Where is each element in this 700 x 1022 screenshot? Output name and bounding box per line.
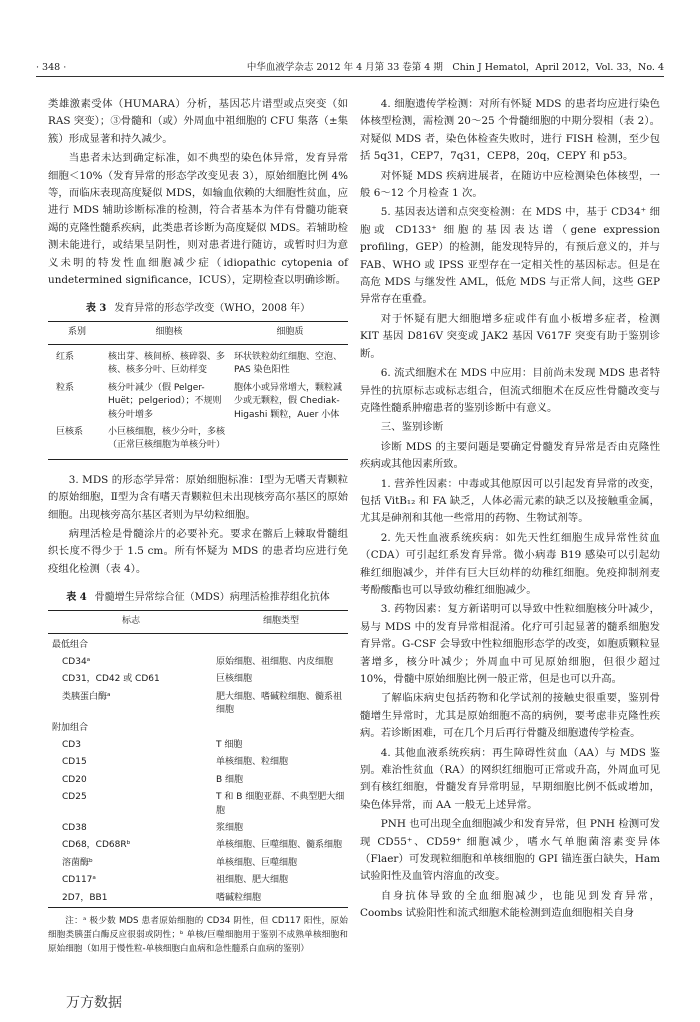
table3-cell-nucleus: 核分叶减少（假 Pelger-Huët；pelgeriod）；不规则核分叶增多 bbox=[108, 382, 222, 420]
table3-header: 细胞质 bbox=[232, 322, 348, 344]
table4-cell-marker: CD34ᵃ bbox=[62, 656, 91, 667]
table4-category: 附加组合 bbox=[52, 722, 89, 733]
table4-cell-marker: CD3 bbox=[62, 740, 81, 750]
table4-cell-marker: 类胰蛋白酶ᵃ bbox=[62, 691, 111, 702]
table4-cell-marker: CD117ᵃ bbox=[62, 875, 96, 886]
table-row bbox=[48, 633, 348, 654]
table4-cell-celltype: B 细胞 bbox=[216, 774, 244, 785]
table-row bbox=[48, 689, 348, 720]
table4-number: 表 4 bbox=[66, 592, 87, 604]
table-row bbox=[48, 380, 348, 424]
table-row bbox=[48, 754, 348, 771]
table4-cell-celltype: 巨核细胞 bbox=[216, 674, 253, 685]
table4-title: 骨髓增生异常综合征（MDS）病理活检推荐组化抗体 bbox=[94, 592, 330, 604]
table-row bbox=[48, 344, 348, 379]
table-row bbox=[48, 720, 348, 737]
table3 bbox=[48, 321, 348, 459]
table3-header: 细胞核 bbox=[106, 322, 232, 344]
paragraph: 5. 基因表达谱和点突变检测：在 MDS 中，基于 CD34⁺ 细胞或 CD133⁺ 细胞的基因表达谱（gene expression profiling，GEP）的检测，能发现特异的，有预后意义的，并与 FAB、WHO 或 IPSS 亚型存在一定相关性的基因标志。但是在高危 MDS 与继发性 AML，低危 MDS 与正常人间，这些 GEP 异常存在重叠。 bbox=[360, 206, 660, 306]
table3-caption bbox=[48, 301, 348, 317]
table3-cell-lineage: 红系 bbox=[56, 351, 75, 362]
table-row bbox=[48, 424, 348, 459]
table4-cell-celltype: 原始细胞、祖细胞、内皮细胞 bbox=[216, 656, 334, 667]
paragraph: 自身抗体导致的全血细胞减少，也能见到发育异常，Coombs 试验阳性和流式细胞术能检测到造血细胞相关自身 bbox=[360, 889, 660, 920]
paragraph: 对怀疑 MDS 疾病进展者，在随访中应检测染色体核型，一般 6～12 个月检查 1 次。 bbox=[360, 169, 660, 200]
table4-body bbox=[48, 633, 348, 908]
table3-cell-lineage: 粒系 bbox=[56, 382, 75, 393]
table3-title: 发育异常的形态学改变（WHO，2008 年） bbox=[114, 303, 311, 315]
journal-info: 中华血液学杂志 2012 年 4 月第 33 卷第 4 期 Chin J Hematol，April 2012，Vol. 33，No. 4 bbox=[246, 62, 664, 73]
paragraph: 诊断 MDS 的主要问题是要确定骨髓发育异常是否由克隆性疾病或其他因素所致。 bbox=[360, 440, 660, 471]
table3-cell-nucleus: 核出芽、核间桥、核碎裂、多核、核多分叶、巨幼样变 bbox=[108, 351, 226, 376]
table3-cell-nucleus: 小巨核细胞，核少分叶，多核（正常巨核细胞为单核分叶） bbox=[106, 424, 232, 459]
table-row bbox=[48, 837, 348, 854]
table4-cell-celltype: 祖细胞、肥大细胞 bbox=[216, 875, 289, 886]
table3-cell-cytoplasm bbox=[232, 424, 348, 459]
paragraph: 3. 药物因素：复方新诺明可以导致中性粒细胞核分叶减少，易与 MDS 中的发育异常相混淆。化疗可引起显著的髓系细胞发育异常。G-CSF 会导致中性粒细胞形态学的改变，如胞质颗粒显著增多，核分叶减少；外周血中可见原始细胞，但很少超过 10%，骨髓中原始细胞比例一般正常，但是也可以升高。 bbox=[360, 603, 660, 685]
table4-cell-marker: CD20 bbox=[62, 774, 87, 785]
table-row bbox=[48, 671, 348, 688]
paragraph: 4. 细胞遗传学检测：对所有怀疑 MDS 的患者均应进行染色体核型检测，需检测 20～25 个骨髓细胞的中期分裂相（表 2）。对疑似 MDS 者，染色体检查失败时，进行 FISH 检测，至少包括 5q31，CEP7，7q31，CEP8，20q，CEPY 和 p53。 bbox=[360, 98, 660, 163]
paragraph: 对于怀疑有肥大细胞增多症或伴有血小板增多症者，检测 KIT 基因 D816V 突变或 JAK2 基因 V617F 突变有助于鉴别诊断。 bbox=[360, 312, 660, 360]
page-number: · 348 · bbox=[36, 62, 67, 73]
table4-cell-celltype bbox=[214, 720, 348, 737]
paragraph: 了解临床病史包括药物和化学试剂的接触史很重要，鉴别骨髓增生异常时，尤其是原始细胞不高的病例，要考虑非克隆性疾病。若诊断困难，可在几个月后再行骨髓及细胞遗传学检查。 bbox=[360, 692, 660, 740]
table4-category: 最低组合 bbox=[52, 639, 89, 650]
table4-cell-celltype: 单核细胞、巨噬细胞、髓系细胞 bbox=[216, 840, 343, 851]
table4-header: 细胞类型 bbox=[214, 611, 348, 633]
table4-cell-celltype: T 和 B 细胞亚群、不典型肥大细胞 bbox=[216, 792, 345, 816]
table4-cell-marker: CD25 bbox=[62, 792, 87, 803]
table4-cell-celltype: 嗜碱粒细胞 bbox=[214, 890, 348, 908]
paragraph: 2. 先天性血液系统疾病：如先天性红细胞生成异常性贫血（CDA）可引起红系发育异常。微小病毒 B19 感染可以引起幼稚红细胞减少，并伴有巨大巨幼样的幼稚红细胞。免疫抑制剂麦考酚酸酯也可以导致幼稚红细胞减少。 bbox=[360, 531, 660, 596]
table-row bbox=[48, 890, 348, 908]
right-column bbox=[360, 96, 660, 925]
paragraph: 4. 其他血液系统疾病：再生障碍性贫血（AA）与 MDS 鉴别。难治性贫血（RA）的网织红细胞可正常或升高，外周血可见到有核红细胞，骨髓发育异常明显，早期细胞比例不低或增加，染色体异常，而 AA 一般无上述异常。 bbox=[360, 746, 660, 811]
table-row bbox=[48, 820, 348, 837]
table4-cell-celltype: 单核细胞、巨噬细胞 bbox=[216, 857, 298, 868]
table4-cell-celltype: 单核细胞、粒细胞 bbox=[216, 757, 289, 768]
paragraph: 1. 营养性因素：中毒或其他原因可以引起发育异常的改变，包括 VitB₁₂ 和 FA 缺乏，人体必需元素的缺乏以及接触重金属，尤其是砷剂和其他一些常用的药物、生物试剂等。 bbox=[360, 477, 660, 525]
table4-header: 标志 bbox=[48, 611, 214, 633]
left-column bbox=[48, 96, 348, 956]
table-row bbox=[48, 872, 348, 889]
table4-cell-marker: 溶菌酶ᵇ bbox=[62, 857, 93, 868]
table3-header: 系别 bbox=[48, 322, 106, 344]
table-row bbox=[48, 855, 348, 872]
table4-cell-marker: CD38 bbox=[62, 823, 87, 834]
table-row bbox=[48, 737, 348, 754]
paragraph: 病理活检是骨髓涂片的必要补充。要求在髂后上棘取骨髓组织长度不得少于 1.5 cm。所有怀疑为 MDS 的患者均应进行免疫组化检测（表 4）。 bbox=[48, 527, 348, 575]
paragraph: 类雄激素受体（HUMARA）分析，基因芯片谱型或点突变（如 RAS 突变）；③骨髓和（或）外周血中祖细胞的 CFU 集落（±集簇）形成显著和持久减少。 bbox=[48, 98, 348, 145]
table3-cell-cytoplasm: 胞体小或异常增大，颗粒减少或无颗粒，假 Chediak-Higashi 颗粒，Auer 小体 bbox=[234, 382, 343, 420]
paragraph: PNH 也可出现全血细胞减少和发育异常，但 PNH 检测可发现 CD55⁺、CD59⁺ 细胞减少，嗜水气单胞菌溶素变异体（Flaer）可发现粒细胞和单核细胞的 GPI 锚连蛋白缺失，Ham 试验阳性及血管内溶血的改变。 bbox=[360, 818, 660, 883]
table-row bbox=[48, 789, 348, 820]
table3-cell-lineage: 巨核系 bbox=[48, 424, 106, 459]
table4-caption bbox=[48, 590, 348, 606]
table-row bbox=[48, 654, 348, 671]
table4-cell-marker: CD68，CD68Rᵇ bbox=[62, 840, 131, 851]
table4-cell-celltype: 浆细胞 bbox=[216, 823, 244, 834]
paragraph: 3. MDS 的形态学异常：原始细胞标准：Ⅰ型为无嗜天青颗粒的原始细胞，Ⅱ型为含有嗜天青颗粒但未出现核旁高尔基区的原始细胞。出现核旁高尔基区者则为早幼粒细胞。 bbox=[48, 473, 348, 521]
table4 bbox=[48, 610, 348, 908]
table4-note: 注：ᵃ 极少数 MDS 患者原始细胞的 CD34 阴性，但 CD117 阳性，原始细胞类胰蛋白酶反应很弱或阴性；ᵇ 单核/巨噬细胞用于鉴别不成熟单核细胞和原始细胞（如用于慢性粒-单核细胞白血病和急性髓系白血病的鉴别） bbox=[48, 916, 348, 955]
section-heading: 三、鉴别诊断 bbox=[380, 421, 444, 434]
table4-cell-marker: CD31，CD42 或 CD61 bbox=[62, 674, 160, 685]
watermark-text: 万方数据 bbox=[66, 995, 122, 1011]
table4-cell-celltype: T 细胞 bbox=[216, 740, 243, 750]
paragraph: 当患者未达到确定标准，如不典型的染色体异常，发育异常细胞＜10%（发育异常的形态学改变见表 3），原始细胞比例 4% 等，而临床表现高度疑似 MDS，如输血依赖的大细胞性贫血，应进行 MDS 辅助诊断标准的检测，符合者基本为伴有骨髓功能衰竭的克隆性髓系疾病，此类患者诊断为高度疑似 MDS。若辅助检测未能进行，或结果呈阴性，则对患者进行随访，或暂时归为意义未明的特发性血细胞减少症（idiopathic cytopenia of undetermined significance，ICUS），定期检查以明确诊断。 bbox=[48, 152, 348, 287]
paragraph: 6. 流式细胞术在 MDS 中应用：目前尚未发现 MDS 患者特异性的抗原标志或标志组合，但流式细胞术在反应性骨髓改变与克隆性髓系肿瘤患者的鉴别诊断中有意义。 bbox=[360, 367, 660, 414]
page-header bbox=[36, 60, 664, 77]
table3-number: 表 3 bbox=[85, 303, 107, 315]
table4-cell-marker: CD15 bbox=[62, 757, 87, 768]
table4-cell-celltype bbox=[214, 633, 348, 654]
table3-cell-cytoplasm: 环状铁粒幼红细胞、空泡、PAS 染色阳性 bbox=[234, 351, 343, 376]
table-row bbox=[48, 772, 348, 789]
table4-cell-marker: 2D7，BB1 bbox=[48, 890, 214, 908]
table4-cell-celltype: 肥大细胞、嗜碱粒细胞、髓系祖细胞 bbox=[216, 691, 343, 716]
